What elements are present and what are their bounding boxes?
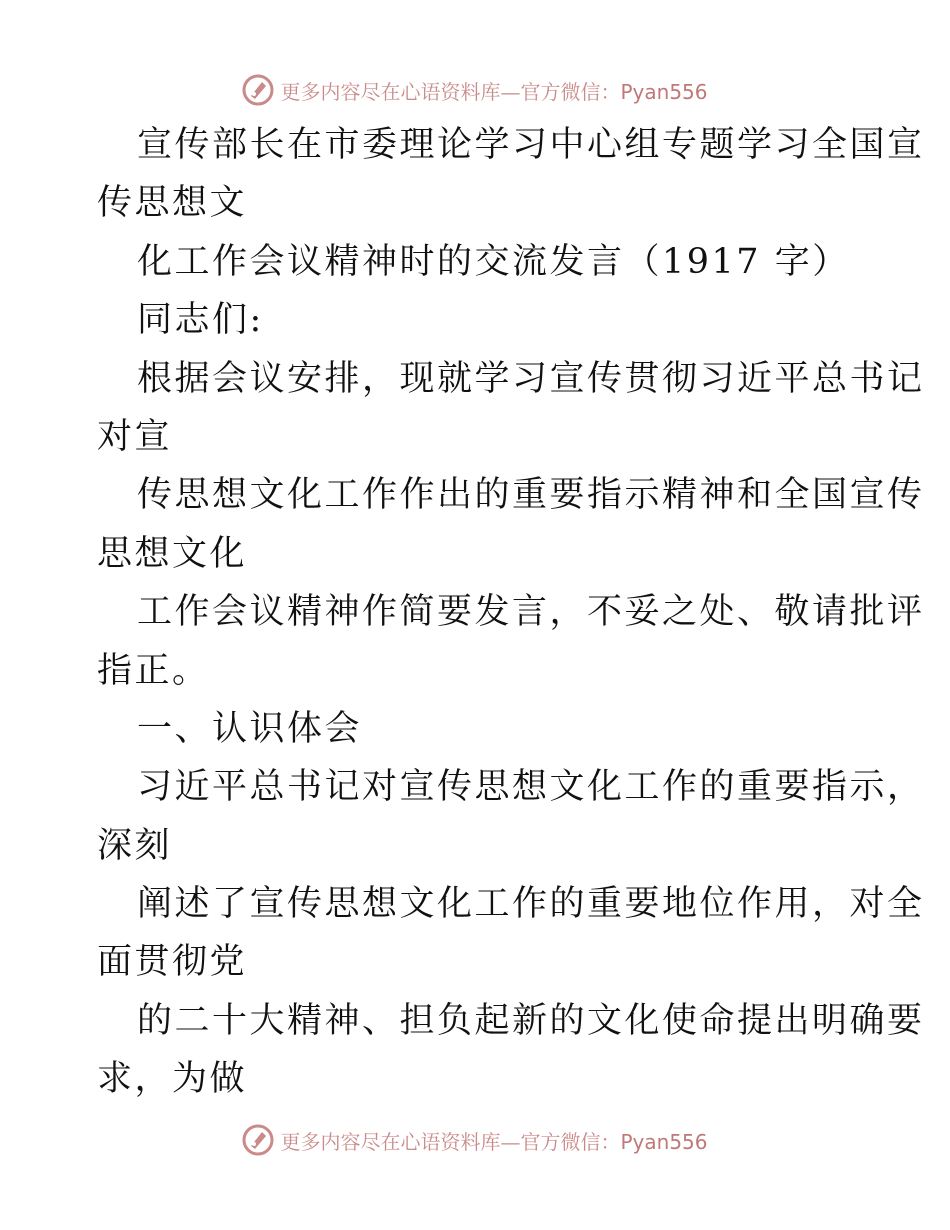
wechat-id: Pyan556 [620,79,708,104]
pen-nib-logo-icon [242,1124,274,1156]
section-heading: 一、认识体会 [137,708,363,749]
doc-line: 阐述了宣传思想文化工作的重要地位作用，对全 [137,884,925,925]
doc-line: 传思想文化工作作出的重要指示精神和全国宣传 [137,475,925,516]
doc-line-title-1: 宣传部长在市委理论学习中心组专题学习全国宣 [137,125,925,165]
watermark-text: 更多内容尽在心语资料库—官方微信：Pyan556 [280,79,708,104]
doc-line: 的二十大精神、担负起新的文化使命提出明确要 [137,1000,925,1041]
doc-line: 根据会议安排，现就学习宣传贯彻习近平总书记 [137,358,925,399]
pen-nib-logo-icon [242,74,274,106]
doc-line: 对宣 [97,416,173,457]
doc-line: 求，为做 [97,1059,248,1100]
wechat-id: Pyan556 [620,1129,708,1154]
doc-line: 深刻 [97,825,173,866]
header-watermark-banner [0,70,950,110]
doc-line: 工作会议精神作简要发言，不妥之处、敬请批评 [137,592,925,633]
doc-line: 指正。 [97,650,210,691]
footer-watermark-banner [0,1120,950,1160]
doc-line-title-2: 传思想文 [97,183,248,224]
doc-line-salutation: 同志们: [137,300,264,341]
doc-line: 面贯彻党 [97,942,248,983]
doc-line: 思想文化 [97,533,248,574]
doc-line-title-3: 化工作会议精神时的交流发言（1917 字） [137,241,850,282]
watermark-text: 更多内容尽在心语资料库—官方微信：Pyan556 [280,1129,708,1154]
document-body [97,116,925,1109]
doc-line: 习近平总书记对宣传思想文化工作的重要指示， [137,767,925,808]
